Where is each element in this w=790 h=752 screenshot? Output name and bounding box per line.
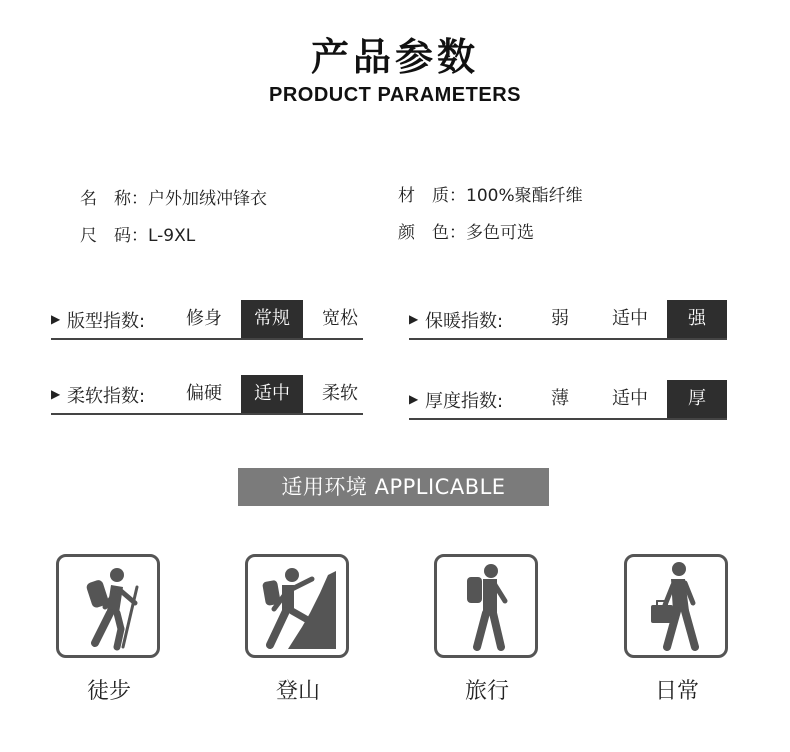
scale-label: 厚度指数: <box>425 391 504 412</box>
scale-option: 适中 <box>612 308 648 329</box>
activity-label: 登山 <box>275 679 320 704</box>
arrow-right-icon: ▶ <box>409 312 419 326</box>
scale-option-selected: 适中 <box>241 375 303 413</box>
activity-hiking <box>56 554 166 704</box>
hiking-icon <box>56 554 160 658</box>
scale-softness <box>51 375 363 415</box>
info-material: 材 质：100%聚酯纤维 <box>398 186 583 206</box>
scale-label: 版型指数: <box>67 311 146 332</box>
page-title: 产品参数 <box>310 35 479 79</box>
scale-option: 薄 <box>551 388 569 409</box>
activity-label: 徒步 <box>86 679 131 704</box>
arrow-right-icon: ▶ <box>51 387 61 401</box>
info-name: 名 称：户外加绒冲锋衣 <box>80 189 267 209</box>
scale-warmth <box>409 300 727 340</box>
info-size: 尺 码：L-9XL <box>80 226 196 246</box>
scale-option: 柔软 <box>322 383 358 404</box>
backpacker-icon <box>434 554 538 658</box>
scale-option: 宽松 <box>322 308 358 329</box>
scale-option: 修身 <box>186 308 222 329</box>
activity-daily <box>624 554 734 704</box>
applicable-banner: 适用环境 APPLICABLE <box>238 468 549 506</box>
scale-label: 保暖指数: <box>425 311 504 332</box>
arrow-right-icon: ▶ <box>409 392 419 406</box>
activity-label: 旅行 <box>464 679 509 704</box>
activity-climbing <box>245 554 355 704</box>
info-color: 颜 色：多色可选 <box>398 223 534 243</box>
page-subtitle: PRODUCT PARAMETERS <box>269 84 521 106</box>
walking-with-bag-icon <box>624 554 728 658</box>
activity-travel <box>434 554 544 704</box>
scale-fit <box>51 300 363 340</box>
scale-label: 柔软指数: <box>67 386 146 407</box>
activity-label: 日常 <box>654 679 699 704</box>
scale-option-selected: 常规 <box>241 300 303 338</box>
scale-option-selected: 厚 <box>667 380 727 418</box>
scale-option: 弱 <box>551 308 569 329</box>
scale-thickness <box>409 380 727 420</box>
climbing-icon <box>245 554 349 658</box>
scale-option-selected: 强 <box>667 300 727 338</box>
arrow-right-icon: ▶ <box>51 312 61 326</box>
scale-option: 适中 <box>612 388 648 409</box>
scale-option: 偏硬 <box>186 383 222 404</box>
